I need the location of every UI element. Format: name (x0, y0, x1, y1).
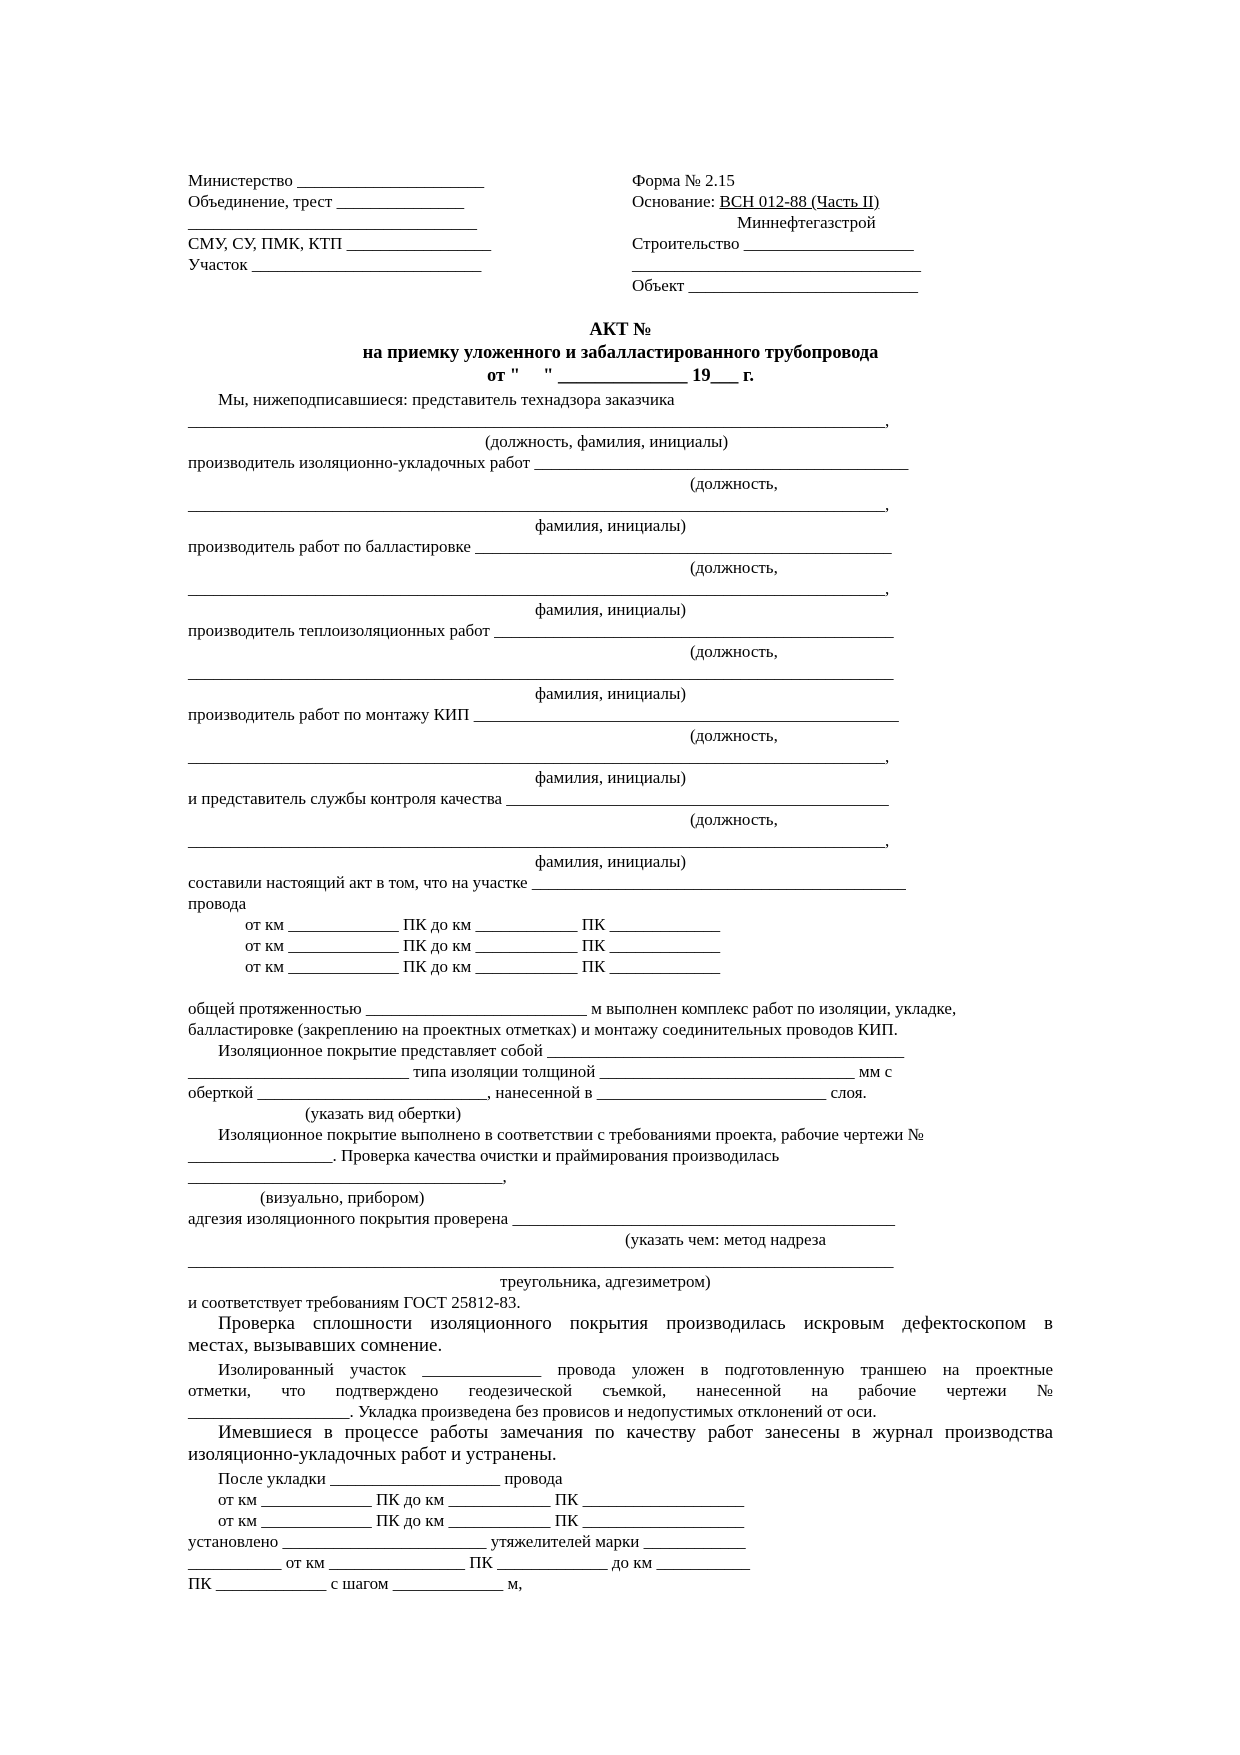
coating-type-field: __________________________ типа изоляции толщиной ______________________________ мм с (188, 1062, 893, 1081)
after-laying: После укладки ____________________ провода (218, 1469, 563, 1488)
gost-compliance: и соответствует требованиям ГОСТ 25812-83. (188, 1293, 521, 1312)
weights-range: ___________ от км ________________ ПК _____________ до км ___________ (188, 1553, 751, 1572)
quality-rep-hint-b: фамилия, инициалы) (535, 852, 687, 871)
insulation-foreman-field: производитель изоляционно-укладочных работ ____________________________________________ (188, 453, 909, 472)
cleaning-method-line: _____________________________________, (188, 1167, 507, 1186)
quality-rep-line: __________________________________________________________________________________, (188, 831, 890, 850)
section-laid-a: Изолированный участок ______________ провода уложен в подготовленную траншею на проектные (218, 1360, 1053, 1379)
range-row-3: от км _____________ ПК до км ____________ ПК _____________ (245, 957, 721, 976)
association-blank-line: __________________________________ (188, 213, 477, 232)
quality-rep-field: и представитель службы контроля качества _____________________________________________ (188, 789, 889, 808)
insulation-foreman-line: __________________________________________________________________________________, (188, 495, 890, 514)
insulation-foreman-hint-b: фамилия, инициалы) (535, 516, 687, 535)
total-length: общей протяженностью __________________________ м выполнен комплекс работ по изоляции, укладке, (188, 999, 957, 1018)
smu-field: СМУ, СУ, ПМК, КТП _________________ (188, 234, 492, 253)
wire-label: провода (188, 894, 247, 913)
remarks-a: Имевшиеся в процессе работы замечания по качеству работ занесены в журнал производства (218, 1422, 1053, 1443)
participants-intro: Мы, нижеподписавшиеся: представитель технадзора заказчика (218, 390, 675, 409)
basis-link[interactable]: ВСН 012-88 (Часть II) (719, 192, 880, 211)
basis (632, 192, 879, 212)
kip-foreman-field: производитель работ по монтажу КИП __________________________________________________ (188, 705, 899, 724)
weights-step: ПК _____________ с шагом _____________ м, (188, 1574, 523, 1593)
ballast-statement: балластировке (закреплению на проектных отметках) и монтажу соединительных проводов КИП. (188, 1020, 898, 1039)
ministry-name: Миннефтегазстрой (737, 213, 876, 232)
customer-rep-hint: (должность, фамилия, инициалы) (485, 432, 729, 451)
range-row-2: от км _____________ ПК до км ____________ ПК _____________ (245, 936, 721, 955)
object-field: Объект ___________________________ (632, 276, 919, 295)
association-field: Объединение, трест _______________ (188, 192, 465, 211)
after-range-row-1: от км _____________ ПК до км ____________ ПК ___________________ (218, 1490, 745, 1509)
continuity-check-b: местах, вызывавших сомнение. (188, 1335, 443, 1356)
continuity-check-a: Проверка сплошности изоляционного покрытия производилась искровым дефектоскопом в (218, 1313, 1053, 1334)
kip-foreman-line: __________________________________________________________________________________, (188, 747, 890, 766)
section-laid-c: ___________________. Укладка произведена без провисов и недопустимых отклонений от оси. (188, 1402, 877, 1421)
basis-label: Основание: (632, 192, 720, 211)
insulation-foreman-hint-a: (должность, (690, 474, 778, 493)
wrap-field: оберткой ___________________________, нанесенной в ___________________________ слоя. (188, 1083, 867, 1102)
coating-field: Изоляционное покрытие представляет собой __________________________________________ (218, 1041, 905, 1060)
construction-blank-line: __________________________________ (632, 255, 921, 274)
section-field: Участок ___________________________ (188, 255, 482, 274)
cleaning-check: _________________. Проверка качества очистки и праймирования производилась (188, 1146, 780, 1165)
remarks-b: изоляционно-укладочных работ и устранены. (188, 1444, 557, 1465)
thermal-foreman-line: ___________________________________________________________________________________ (188, 663, 894, 682)
form-number: Форма № 2.15 (632, 171, 735, 190)
ballast-foreman-hint-a: (должность, (690, 558, 778, 577)
adhesion-hint-b: треугольника, адгезиметром) (500, 1272, 711, 1291)
act-title: АКТ № (589, 320, 652, 340)
wrap-hint: (указать вид обертки) (305, 1104, 462, 1123)
kip-foreman-hint-a: (должность, (690, 726, 778, 745)
ballast-foreman-line: __________________________________________________________________________________, (188, 579, 890, 598)
compiled-statement: составили настоящий акт в том, что на участке ____________________________________________ (188, 873, 906, 892)
adhesion-field: адгезия изоляционного покрытия проверена _____________________________________________ (188, 1209, 895, 1228)
quality-rep-hint-a: (должность, (690, 810, 778, 829)
kip-foreman-hint-b: фамилия, инициалы) (535, 768, 687, 787)
act-date: от " " ______________ 19___ г. (487, 366, 754, 386)
project-compliance: Изоляционное покрытие выполнено в соответствии с требованиями проекта, рабочие чертежи № (218, 1125, 924, 1144)
range-row-1: от км _____________ ПК до км ____________ ПК _____________ (245, 915, 721, 934)
customer-rep-line: __________________________________________________________________________________, (188, 411, 890, 430)
adhesion-line: ___________________________________________________________________________________ (188, 1251, 894, 1270)
adhesion-hint-a: (указать чем: метод надреза (625, 1230, 827, 1249)
construction-field: Строительство ____________________ (632, 234, 914, 253)
cleaning-hint: (визуально, прибором) (260, 1188, 425, 1207)
after-range-row-2: от км _____________ ПК до км ____________ ПК ___________________ (218, 1511, 745, 1530)
thermal-foreman-field: производитель теплоизоляционных работ _______________________________________________ (188, 621, 894, 640)
thermal-foreman-hint-b: фамилия, инициалы) (535, 684, 687, 703)
thermal-foreman-hint-a: (должность, (690, 642, 778, 661)
ballast-foreman-field: производитель работ по балластировке _________________________________________________ (188, 537, 892, 556)
ministry-field: Министерство ______________________ (188, 171, 485, 190)
act-subtitle: на приемку уложенного и забалластированного трубопровода (362, 343, 879, 363)
weights-installed: установлено ________________________ утяжелителей марки ____________ (188, 1532, 746, 1551)
section-laid-b: отметки, что подтверждено геодезической съемкой, нанесенной на рабочие чертежи № (188, 1381, 1053, 1400)
ballast-foreman-hint-b: фамилия, инициалы) (535, 600, 687, 619)
